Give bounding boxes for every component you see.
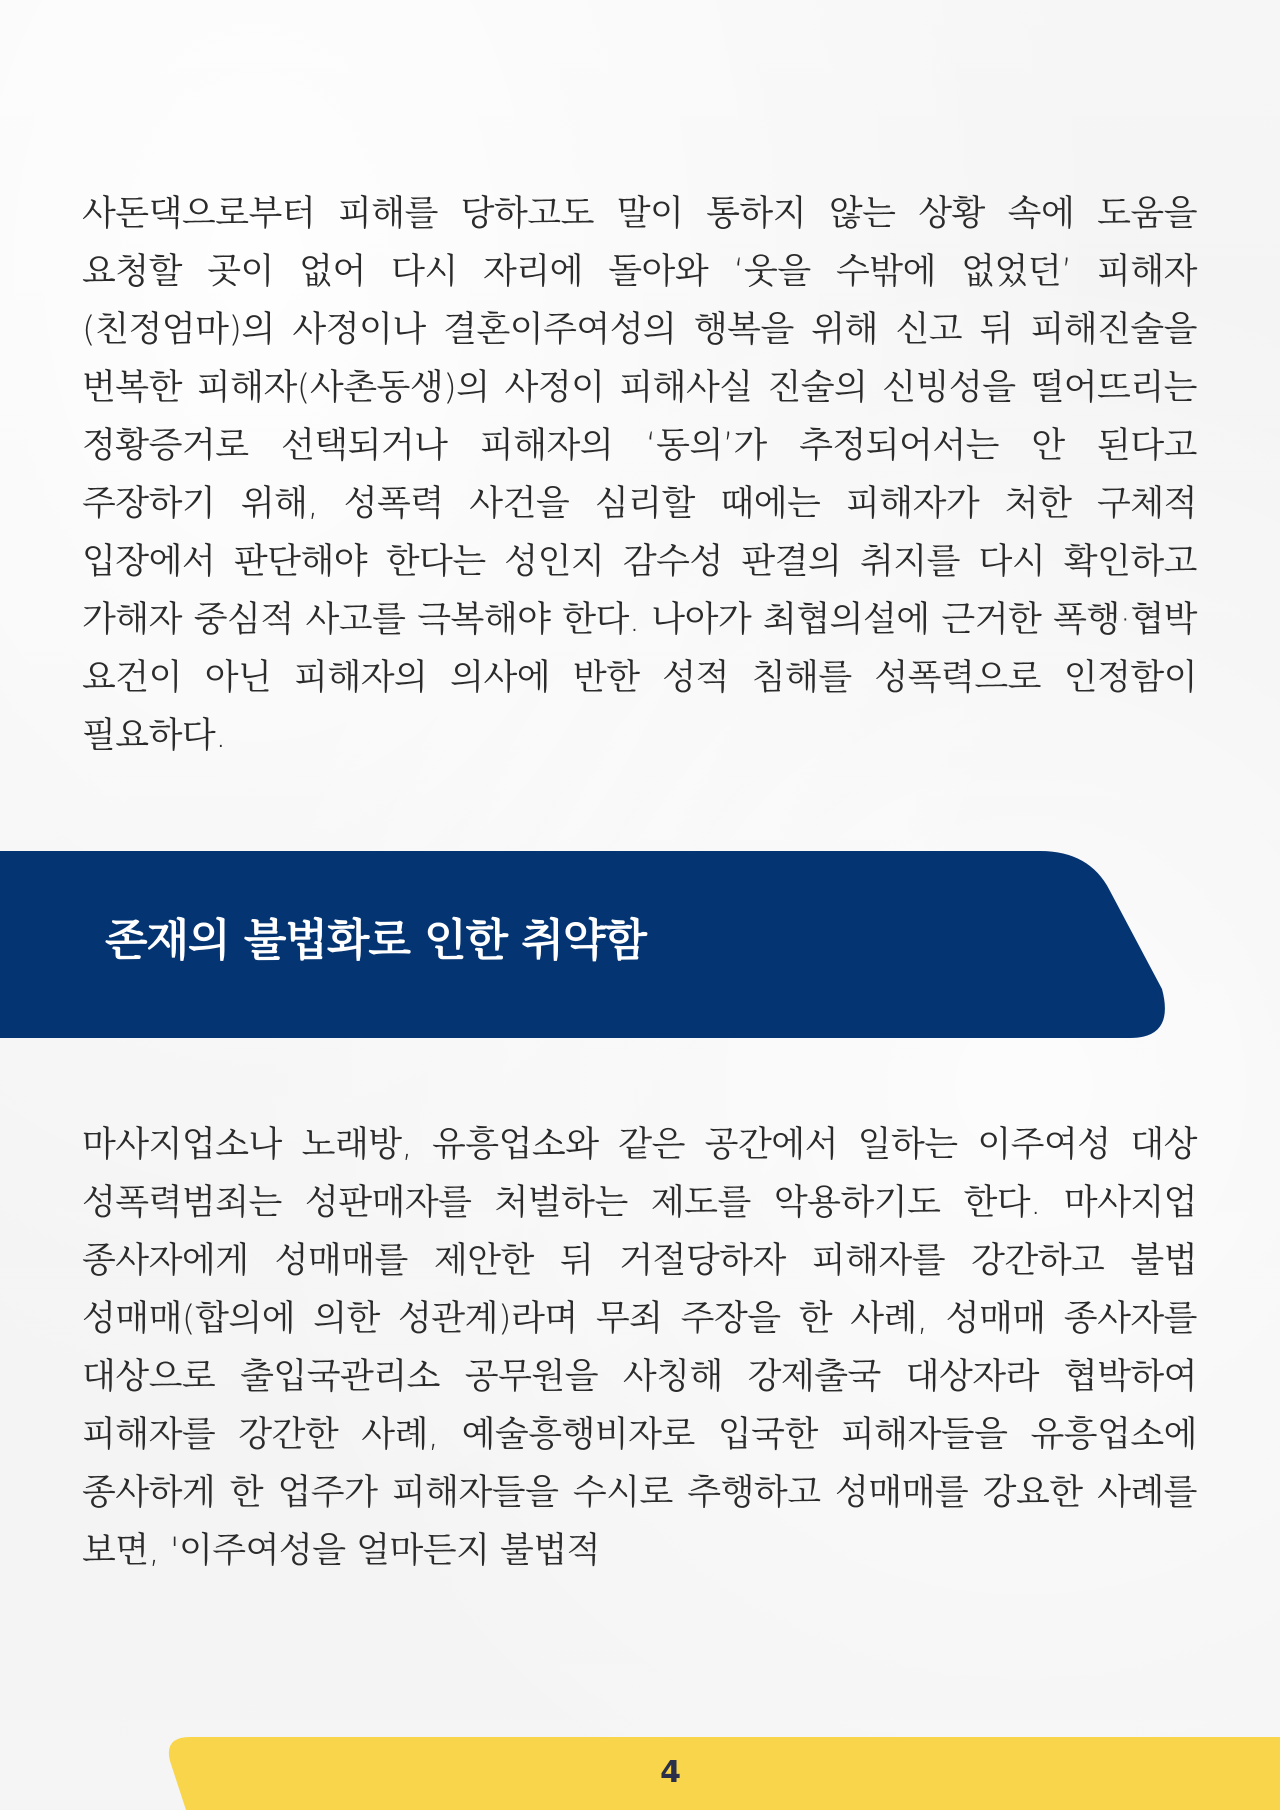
body-paragraph-1: 사돈댁으로부터 피해를 당하고도 말이 통하지 않는 상황 속에 도움을 요청할 곳이 없어 다시 자리에 돌아와 ‘웃을 수밖에 없었던’ 피해자(친정엄마)의 사정이나 결혼이주여성의 행복을 위해 신고 뒤 피해진술을 번복한 피해자(사촌동생)의 사정이 피해사실 진술의 신빙성을 떨어뜨리는 정황증거로 선택되거나 피해자의 ‘동의’가 추정되어서는 안 된다고 주장하기 위해, 성폭력 사건을 심리할 때에는 피해자가 처한 구체적 입장에서 판단해야 한다는 성인지 감수성 판결의 취지를 다시 확인하고 가해자 중심적 사고를 극복해야 한다. 나아가 최협의설에 근거한 폭행·협박 요건이 아닌 피해자의 의사에 반한 성적 침해를 성폭력으로 인정함이 필요하다. <box>82 194 1197 756</box>
body-paragraph-2: 마사지업소나 노래방, 유흥업소와 같은 공간에서 일하는 이주여성 대상 성폭력범죄는 성판매자를 처벌하는 제도를 악용하기도 한다. 마사지업 종사자에게 성매매를 제안한 뒤 거절당하자 피해자를 강간하고 불법 성매매(합의에 의한 성관계)라며 무죄 주장을 한 사례, 성매매 종사자를 대상으로 출입국관리소 공무원을 사칭해 강제출국 대상자라 협박하여 피해자를 강간한 사례, 예술흥행비자로 입국한 피해자들을 유흥업소에 종사하게 한 업주가 피해자들을 수시로 추행하고 성매매를 강요한 사례를 보면, '이주여성을 얼마든지 불법적 <box>82 1125 1197 1571</box>
section-title: 존재의 불법화로 인한 취약함 <box>105 915 647 966</box>
page-number: 4 <box>660 1755 681 1790</box>
section-banner <box>0 851 1170 1038</box>
footer-band <box>168 1737 1280 1810</box>
